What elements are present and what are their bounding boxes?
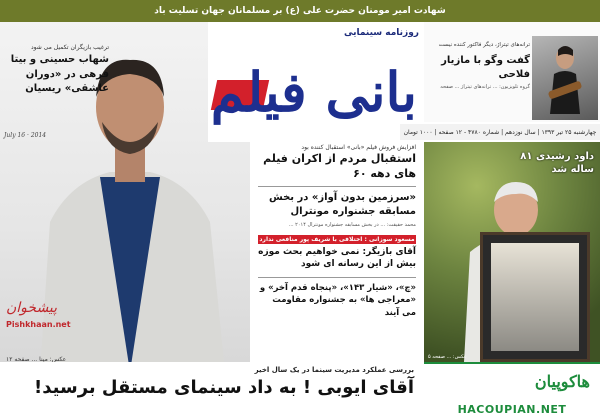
guitarist-illustration bbox=[540, 44, 590, 114]
bottom-headline: آقای ایوبی ! به داد سینمای مستقل برسید! bbox=[34, 377, 414, 398]
newspaper-logo bbox=[208, 40, 423, 135]
top-banner-text: شهادت امیر مومنان حضرت علی (ع) بر مسلمانان جهان تسلیت باد bbox=[154, 6, 446, 16]
center-red-label: مسعود سوزانی : اختلافی با شریف پور منافعی ندارد bbox=[259, 235, 415, 243]
watermark-url: Pishkhaan.net bbox=[6, 320, 71, 329]
center-headline-1[interactable]: استقبال مردم از اکران فیلم های دهه ۶۰ bbox=[263, 152, 416, 181]
left-column-story[interactable] bbox=[4, 44, 109, 139]
watermark: پیشخوان bbox=[6, 300, 58, 316]
left-story-kicker: ترغیب بازیگران تکمیل می شود bbox=[30, 44, 109, 51]
advertisement[interactable] bbox=[424, 362, 600, 418]
center-column bbox=[252, 142, 422, 362]
masthead-subtitle: روزنامه سینمایی bbox=[344, 28, 419, 38]
center-headline-3[interactable]: آقای بازیگر: نمی خواهیم بحث موزه بیش از این رسانه ای شود bbox=[258, 246, 416, 270]
logo-text: بانی فیلم bbox=[210, 60, 417, 124]
bottom-kicker: بررسی عملکرد مدیریت سینما در یک سال اخیر bbox=[254, 366, 414, 374]
center-kicker: افزایش فروش فیلم «بانی» استقبال کننده بود bbox=[301, 144, 416, 151]
divider bbox=[258, 277, 416, 278]
top-right-headline: گفت وگو با مازیار فلاحی bbox=[441, 55, 530, 80]
center-headline-4[interactable]: «چ»، «شیار ۱۴۳»، «پنجاه قدم آخر» و «معراجی ها» به جشنواره مقاومت می آیند bbox=[259, 282, 416, 318]
right-photo-caption: عکس: ... صفحه ۵ bbox=[428, 354, 467, 360]
top-right-kicker: ترانه‌های تیتراژ، دیگر فاکتور کننده نیست bbox=[438, 42, 530, 48]
masthead bbox=[208, 22, 423, 142]
left-story-headline: شهاب حسینی و بیتا فرهی در «دوران عاشقی» ریسیان bbox=[10, 54, 109, 95]
framed-portrait-photo bbox=[491, 243, 579, 351]
ad-url: HACOUPIAN.NET bbox=[457, 403, 567, 416]
issue-info bbox=[400, 124, 600, 140]
top-banner bbox=[0, 0, 600, 22]
top-right-body: گروه تلویزیون: ... ترانه‌های تیتراژ ... صفحه bbox=[440, 84, 530, 90]
top-right-photo bbox=[532, 36, 598, 120]
right-photo-headline: داود رشیدی ۸۱ ساله شد bbox=[520, 151, 594, 175]
cover-caption: عکس: مینا ... صفحه ۱۲ bbox=[6, 356, 67, 362]
issue-date-latin: July 16 · 2014 bbox=[4, 132, 47, 139]
divider bbox=[258, 186, 416, 187]
center-headline-2[interactable]: «سرزمین بدون آواز» در بخش مسابقه جشنواره مونترال bbox=[268, 191, 416, 217]
bottom-story[interactable] bbox=[0, 362, 422, 418]
center-body: محمد حقیقت: ... در بخش مسابقه جشنواره مونترال ۲۰۱۴ ... bbox=[288, 221, 416, 228]
issue-info-text: چهارشنبه ۲۵ تیر ۱۳۹۳ | سال نوزدهم | شماره ۴۷۸۰ - ۱۲ صفحه | ۱۰۰۰ تومان bbox=[403, 128, 597, 136]
right-photo-story[interactable] bbox=[424, 142, 600, 362]
framed-portrait bbox=[480, 232, 590, 362]
top-right-story[interactable] bbox=[424, 22, 600, 122]
cover-person-illustration bbox=[30, 52, 230, 362]
ad-brand-name: هاکوپیان bbox=[534, 372, 590, 391]
